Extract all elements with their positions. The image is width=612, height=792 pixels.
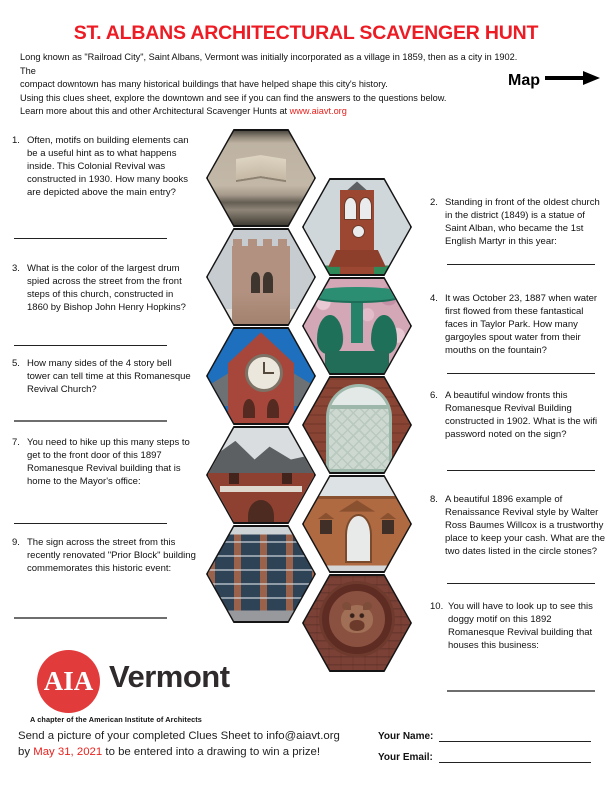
answer-line-q2[interactable] [447, 264, 595, 265]
hex-photo-city-hall [206, 426, 316, 524]
hex-photo-arched-window [302, 376, 412, 474]
arched-window-photo [304, 378, 411, 473]
aiavt-link[interactable]: www.aiavt.org [289, 106, 347, 117]
question-1 [12, 134, 196, 199]
question-10 [430, 600, 607, 652]
hex-photo-fountain [302, 277, 412, 375]
aia-logo-acronym: AIA [43, 666, 94, 696]
intro-line-4 [20, 105, 520, 119]
intro-paragraph [20, 51, 520, 119]
question-text: A beautiful window fronts this Romanesque Revival Building constructed in 1902. What is the wifi password noted on the sign? [445, 390, 598, 440]
question-text: Often, motifs on building elements can be a useful hint as to what happens inside. This Colonial Revival was constructed in 1930. How many books are depicted above the main entry? [27, 135, 189, 198]
question-4 [430, 292, 607, 357]
answer-line-q9[interactable] [14, 617, 167, 619]
question-text: You will have to look up to see this doggy motif on this 1892 Romanesque Revival building that houses this business: [448, 601, 593, 651]
question-7 [12, 436, 196, 488]
aia-logo-circle [37, 650, 100, 713]
dog-motif-photo [304, 576, 411, 671]
question-number: 4. [430, 293, 438, 304]
answer-line-q1[interactable] [14, 238, 167, 239]
hex-photo-clock-church [206, 327, 316, 425]
question-number: 3. [12, 263, 20, 274]
answer-line-q4[interactable] [447, 373, 595, 374]
footer-note [18, 729, 340, 760]
question-number: 6. [430, 390, 438, 401]
intro-line-3: Using this clues sheet, explore the downtown and see if you can find the answers to the questions below. [20, 92, 447, 103]
answer-line-q10[interactable] [447, 690, 595, 692]
footer-line-1: Send a picture of your completed Clues Sheet to info@aiavt.org [18, 730, 340, 742]
hex-photo-book-carving [206, 129, 316, 227]
answer-line-q3[interactable] [14, 345, 167, 346]
question-text: How many sides of the 4 story bell tower can tell time at this Romanesque Revival Church? [27, 358, 191, 395]
email-input-line[interactable] [439, 750, 591, 763]
open-book-shape [236, 159, 285, 184]
email-field-row [378, 750, 591, 763]
aia-logo-tagline: A chapter of the American Institute of Architects [30, 715, 202, 724]
dog-face-carving [341, 605, 373, 633]
footer-line-2: by May 31, 2021 to be entered into a drawing to win a prize! [18, 745, 321, 758]
book-carving-photo [208, 131, 315, 226]
question-9 [12, 536, 196, 575]
hex-photo-stone-tower [206, 228, 316, 326]
page-title: ST. ALBANS ARCHITECTURAL SCAVENGER HUNT [73, 22, 539, 44]
intro-line-1: Long known as "Railroad City", Saint Albans, Vermont was initially incorporated as a village in 1859, then as a city in 1902. The [20, 52, 518, 76]
bank-building-photo [304, 477, 411, 572]
answer-line-q7[interactable] [14, 523, 167, 524]
question-number: 9. [12, 537, 20, 548]
clock-face [245, 354, 283, 392]
name-input-line[interactable] [439, 729, 591, 742]
hex-photo-prior-block [206, 525, 316, 623]
brick-church-tower-photo [304, 180, 411, 275]
answer-line-q5[interactable] [14, 420, 167, 422]
answer-line-q6[interactable] [447, 470, 595, 471]
aia-logo-name: Vermont [109, 659, 230, 694]
question-text: A beautiful 1896 example of Renaissance Revival style by Walter Ross Baumes Willcox is a trustworthy place to keep your cash. What are the two dates listed in the circle stones? [445, 494, 606, 557]
name-label: Your Name: [378, 731, 434, 742]
question-text: You need to hike up this many steps to get to the front door of this 1897 Romanesque Revival building that is home to the Mayor's office: [27, 437, 190, 487]
deadline-date: May 31, 2021 [33, 745, 103, 758]
intro-line-4-text: Learn more about this and other Architectural Scavenger Hunts at [20, 106, 290, 117]
clock-church-photo [208, 329, 315, 424]
question-number: 7. [12, 437, 20, 448]
stone-tower-photo [208, 230, 315, 325]
name-field-row [378, 729, 591, 742]
email-label: Your Email: [378, 752, 433, 763]
prior-block-photo [208, 527, 315, 622]
hex-photo-brick-church-tower [302, 178, 412, 276]
question-2 [430, 196, 607, 248]
question-6 [430, 389, 607, 441]
question-text: It was October 23, 1887 when water first flowed from these fantastical faces in Taylor Park. How many gargoyles spout water from their mouths on the fountain? [445, 293, 598, 356]
map-link[interactable] [508, 70, 601, 91]
question-text: The sign across the street from this recently renovated "Prior Block" building commemorates this historic event: [27, 537, 196, 574]
question-number: 10. [430, 601, 444, 612]
question-3 [12, 262, 196, 314]
question-5 [12, 357, 196, 396]
intro-line-2: compact downtown has many historical buildings that have helped shape this city's history. [20, 79, 388, 90]
question-number: 5. [12, 358, 20, 369]
fountain-photo [304, 279, 411, 374]
question-text: Standing in front of the oldest church in the district (1849) is a statue of Saint Alban, who became the 1st English Martyr in this year: [445, 197, 600, 247]
hex-photo-dog-motif [302, 574, 412, 672]
question-number: 1. [12, 135, 20, 146]
city-hall-photo [208, 428, 315, 523]
question-number: 8. [430, 494, 438, 505]
answer-line-q8[interactable] [447, 583, 595, 584]
map-label: Map [508, 71, 540, 89]
hex-photo-bank-building [302, 475, 412, 573]
question-number: 2. [430, 197, 438, 208]
question-text: What is the color of the largest drum spied across the street from the front steps of this church, constructed in 1860 by Bishop John Henry Hopkins? [27, 263, 186, 313]
right-arrow-icon [545, 70, 601, 91]
question-8 [430, 493, 607, 558]
